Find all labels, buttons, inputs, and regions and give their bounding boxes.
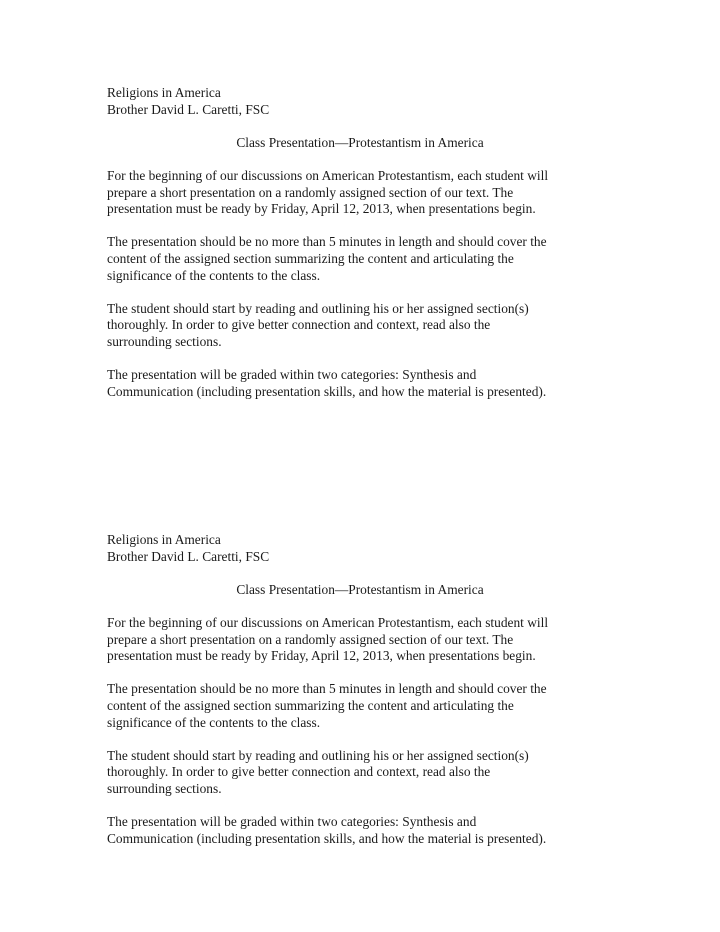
course-name: Religions in America (107, 532, 221, 547)
handout-copy-1 (107, 85, 627, 400)
course-name: Religions in America (107, 85, 221, 100)
paragraph-preparation: The student should start by reading and outlining his or her assigned section(s) thoroughly. In order to give better connection and context, read also the surrounding sections. (107, 747, 529, 796)
paragraph-overview: For the beginning of our discussions on American Protestantism, each student will prepare a short presentation on a randomly assigned section of our text. The presentation must be ready by Friday, April 12, 2013, when presentations begin. (107, 614, 549, 664)
assignment-title: Class Presentation—Protestantism in America (236, 581, 484, 597)
paragraph-overview: For the beginning of our discussions on American Protestantism, each student will prepare a short presentation on a randomly assigned section of our text. The presentation must be ready by Friday, April 12, 2013, when presentations begin. (107, 167, 549, 217)
paragraph-grading: The presentation will be graded within two categories: Synthesis and Communication (including presentation skills, and how the material is presented). (107, 367, 547, 399)
paragraph-length: The presentation should be no more than 5 minutes in length and should cover the content of the assigned section summarizing the content and articulating the significance of the contents to the class. (107, 681, 547, 730)
paragraph-length: The presentation should be no more than 5 minutes in length and should cover the content of the assigned section summarizing the content and articulating the significance of the contents to the class. (107, 234, 547, 283)
paragraph-preparation: The student should start by reading and outlining his or her assigned section(s) thoroughly. In order to give better connection and context, read also the surrounding sections. (107, 300, 529, 349)
assignment-title: Class Presentation—Protestantism in America (236, 134, 484, 150)
instructor-name: Brother David L. Caretti, FSC (107, 101, 270, 117)
instructor-name: Brother David L. Caretti, FSC (107, 548, 270, 564)
paragraph-grading: The presentation will be graded within two categories: Synthesis and Communication (including presentation skills, and how the material is presented). (107, 814, 547, 846)
handout-copy-2 (107, 532, 627, 847)
